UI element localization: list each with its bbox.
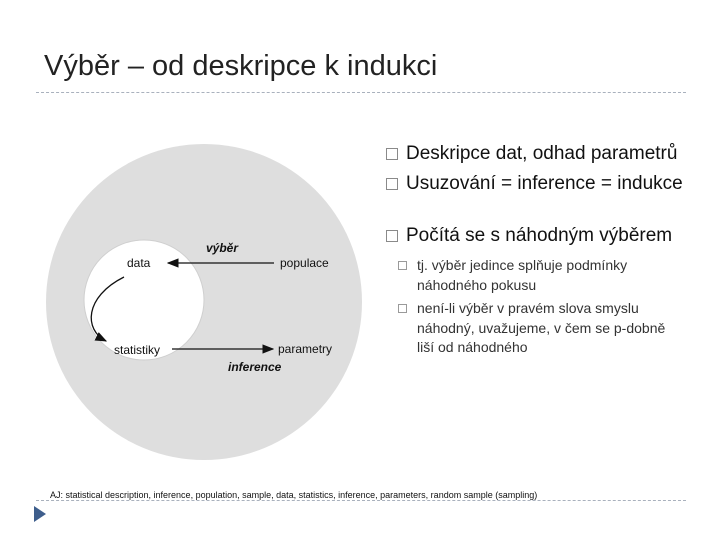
footer-divider bbox=[36, 500, 686, 501]
checkbox-bullet-icon bbox=[398, 261, 407, 270]
slide-title: Výběr – od deskripce k indukci bbox=[44, 50, 438, 82]
label-data: data bbox=[127, 256, 151, 270]
checkbox-bullet-icon bbox=[386, 178, 398, 190]
label-populace: populace bbox=[280, 256, 329, 270]
next-slide-arrow-icon[interactable] bbox=[34, 506, 46, 522]
sub-bullet-text: tj. výběr jedince splňuje podmínky náhodného pokusu bbox=[417, 257, 628, 293]
diagram-svg bbox=[44, 135, 374, 470]
checkbox-bullet-icon bbox=[386, 230, 398, 242]
sub-bullet-item bbox=[398, 299, 686, 358]
checkbox-bullet-icon bbox=[398, 304, 407, 313]
bullet-item bbox=[386, 224, 686, 248]
label-vyber: výběr bbox=[206, 241, 239, 255]
label-inference: inference bbox=[228, 360, 282, 374]
bullet-text: Deskripce dat, odhad parametrů bbox=[406, 143, 678, 164]
sub-bullet-text: není-li výběr v pravém slova smyslu náhodný, uvažujeme, v čem se p-dobně liší od náhodného bbox=[417, 300, 666, 355]
label-statistiky: statistiky bbox=[114, 343, 161, 357]
bullet-list bbox=[386, 142, 686, 358]
population-sample-diagram bbox=[44, 135, 374, 470]
bullet-item bbox=[386, 142, 686, 166]
footnote: AJ: statistical description, inference, population, sample, data, statistics, inference, parameters, random sample (sampling) bbox=[50, 490, 538, 500]
bullet-item bbox=[386, 172, 686, 196]
bullet-text: Počítá se s náhodným výběrem bbox=[406, 225, 673, 246]
bullet-text: Usuzování = inference = indukce bbox=[406, 173, 683, 194]
title-divider bbox=[36, 92, 686, 93]
sub-bullet-item bbox=[398, 256, 686, 295]
label-parametry: parametry bbox=[278, 342, 333, 356]
checkbox-bullet-icon bbox=[386, 148, 398, 160]
